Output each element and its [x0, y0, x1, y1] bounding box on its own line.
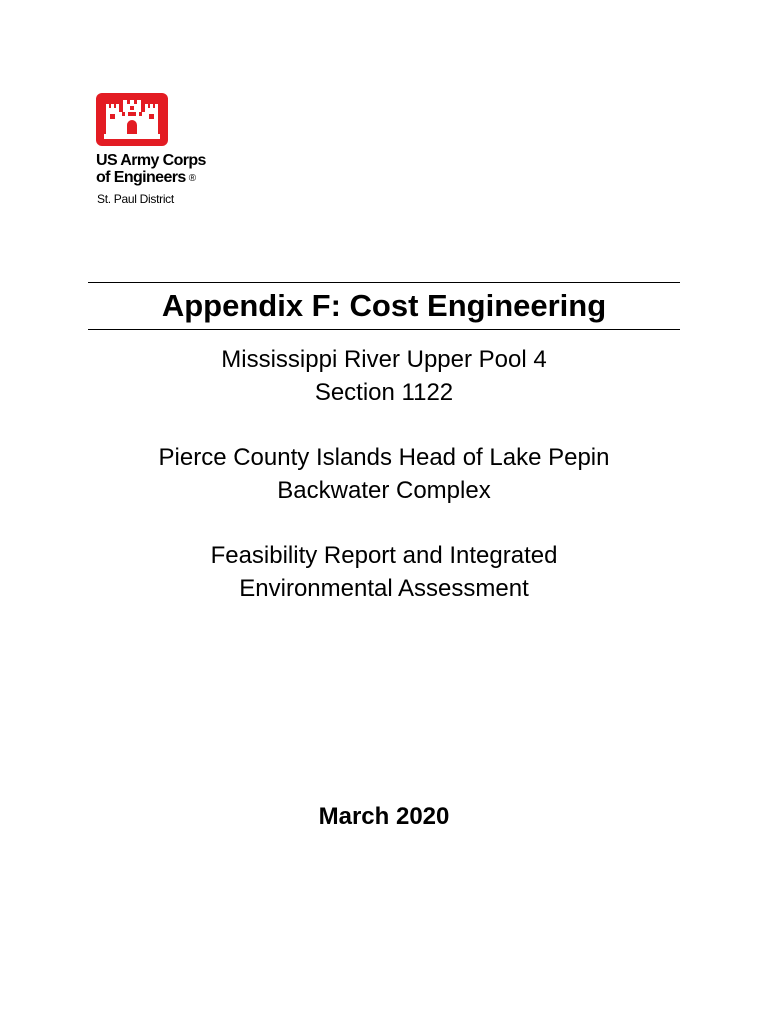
- castle-icon: [102, 98, 162, 142]
- title-rule-top: [88, 282, 680, 283]
- org-name-line-1: US Army Corps: [96, 152, 206, 169]
- document-title: Appendix F: Cost Engineering: [161, 288, 607, 323]
- district-name: St. Paul District: [97, 192, 174, 206]
- site-name-line-2: Backwater Complex: [277, 477, 491, 504]
- project-name-line-1: Mississippi River Upper Pool 4: [221, 346, 547, 373]
- org-name-text: of Engineers: [96, 169, 186, 186]
- report-type-line-2: Environmental Assessment: [239, 575, 529, 602]
- usace-logo: [96, 93, 168, 146]
- org-name-line-2: [96, 169, 196, 188]
- report-type-line-1: Feasibility Report and Integrated: [210, 542, 558, 569]
- site-name-line-1: Pierce County Islands Head of Lake Pepin: [158, 444, 610, 471]
- registered-mark: ®: [188, 173, 196, 184]
- project-name-line-2: Section 1122: [314, 379, 454, 406]
- title-rule-bottom: [88, 329, 680, 330]
- report-date: March 2020: [318, 803, 450, 830]
